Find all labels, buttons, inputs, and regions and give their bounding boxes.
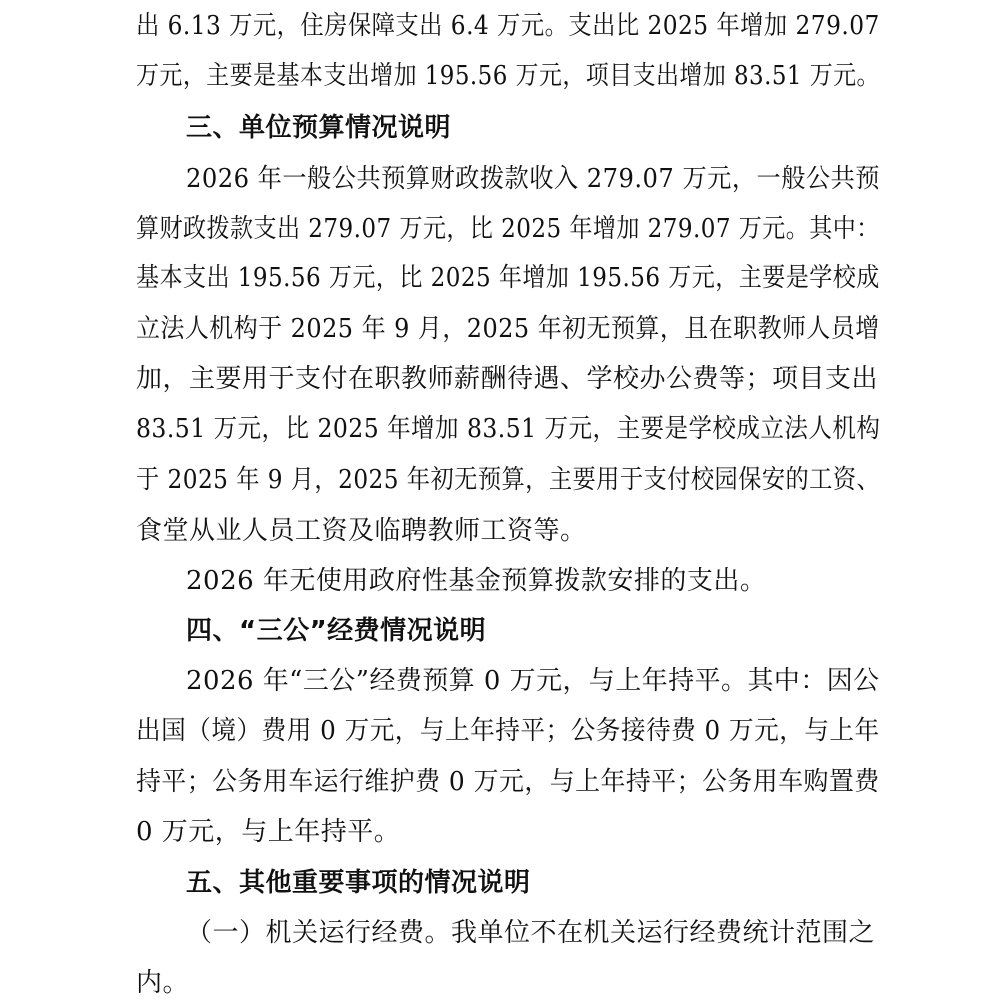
section-heading-4: 四、“三公”经费情况说明	[186, 616, 487, 646]
paragraph-line: 出 6.13 万元，住房保障支出 6.4 万元。支出比 2025 年增加 279.07	[136, 11, 880, 41]
paragraph-line: 算财政拨款支出 279.07 万元，比 2025 年增加 279.07 万元。其中：	[136, 214, 880, 244]
paragraph-line: 持平；公务用车运行维护费 0 万元，与上年持平；公务用车购置费	[136, 767, 880, 797]
paragraph-line: 0 万元，与上年持平。	[136, 817, 401, 847]
paragraph-line: 基本支出 195.56 万元，比 2025 年增加 195.56 万元，主要是学校成	[136, 263, 880, 293]
paragraph-line: （一）机关运行经费。我单位不在机关运行经费统计范围之	[186, 918, 876, 948]
paragraph-line: 2026 年无使用政府性基金预算拨款安排的支出。	[186, 566, 767, 596]
paragraph-line: 出国（境）费用 0 万元，与上年持平；公务接待费 0 万元，与上年	[136, 716, 880, 746]
paragraph-line: 2026 年“三公”经费预算 0 万元，与上年持平。其中：因公	[186, 666, 880, 696]
paragraph-line: 万元，主要是基本支出增加 195.56 万元，项目支出增加 83.51 万元。	[136, 61, 880, 91]
paragraph-line: 加，主要用于支付在职教师薪酬待遇、学校办公费等；项目支出	[136, 364, 879, 394]
section-heading-3: 三、单位预算情况说明	[186, 113, 452, 143]
paragraph-line: 立法人机构于 2025 年 9 月，2025 年初无预算，且在职教师人员增	[136, 314, 880, 344]
paragraph-line: 2026 年一般公共预算财政拨款收入 279.07 万元，一般公共预	[186, 164, 880, 194]
paragraph-line: 于 2025 年 9 月，2025 年初无预算，主要用于支付校园保安的工资、	[136, 465, 881, 495]
paragraph-line: 内。	[136, 968, 190, 998]
paragraph-line: 83.51 万元，比 2025 年增加 83.51 万元，主要是学校成立法人机构	[136, 414, 881, 444]
paragraph-line: 食堂从业人员工资及临聘教师工资等。	[136, 516, 587, 546]
section-heading-5: 五、其他重要事项的情况说明	[186, 868, 531, 898]
